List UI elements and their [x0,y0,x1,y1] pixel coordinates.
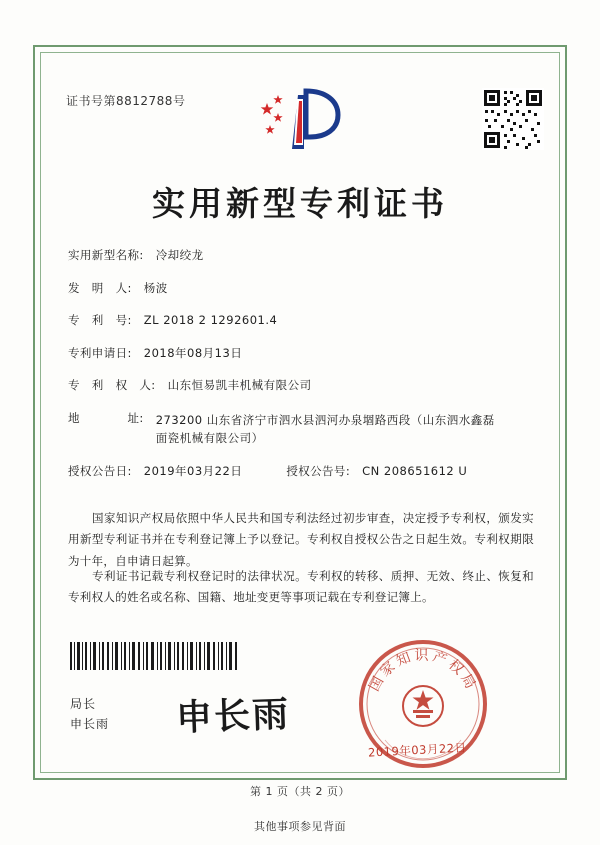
grant-date-value: 2019年03月22日 [143,464,243,479]
svg-text:国家知识产权局: 国家知识产权局 [366,648,480,695]
field-row-patent-number [68,313,538,329]
director-name-label: 申长雨 [70,717,110,732]
field-label: 地 址: [68,410,144,425]
patent-office-logo-icon [258,85,344,159]
field-row-application-date [68,346,538,362]
page-title: 实用新型专利证书 [152,184,448,223]
grant-date-label: 授权公告日: [68,464,132,479]
body-paragraph-1: 国家知识产权局依照中华人民共和国专利法经过初步审查，决定授予专利权，颁发实用新型专利证书并在专利登记簿上予以登记。专利权自授权公告之日起生效。专利权期限为十年，自申请日起算。 [68,511,534,568]
footer-note: 其他事项参见背面 [254,820,346,833]
field-row-grant-announcement [68,464,538,480]
corner-ornament-bottom-right [544,757,560,773]
grant-number-label: 授权公告号: [286,464,351,479]
field-list [68,248,538,497]
qr-code-icon [482,88,544,150]
page-number: 第 1 页（共 2 页） [250,785,350,798]
field-value: 273200 山东省济宁市泗水县泗河办泉堌路西段（山东泗水鑫磊面瓷机械有限公司） [155,412,495,445]
corner-ornament-bottom-left [40,757,56,773]
field-value: ZL 2018 2 1292601.4 [143,313,278,328]
field-label: 专利申请日: [68,345,132,360]
field-value: 杨波 [143,280,168,295]
field-label: 发 明 人: [68,280,132,295]
corner-ornament-top-left [40,52,56,68]
corner-ornament-top-right [544,52,560,68]
field-value: 2018年08月13日 [143,345,243,360]
seal-date: 2019年03月22日 [367,740,467,760]
certificate-number: 证书号第8812788号 [66,94,186,108]
field-label: 专 利 权 人: [68,378,156,393]
signature-labels [70,694,109,735]
field-row-patentee [68,378,538,394]
handwritten-signature: 申长雨 [175,693,291,739]
field-value: 冷却绞龙 [155,248,204,262]
grant-number-value: CN 208651612 U [362,464,468,479]
field-row-address [68,411,538,448]
body-paragraph-2: 专利证书记载专利权登记时的法律状况。专利权的转移、质押、无效、终止、恢复和专利权人的姓名或名称、国籍、地址变更等事项记载在专利登记簿上。 [68,569,534,605]
barcode [70,642,240,670]
field-value: 山东恒易凯丰机械有限公司 [167,378,312,393]
field-label: 实用新型名称: [68,248,144,262]
field-row-name [68,248,538,264]
director-title-label: 局长 [70,697,97,711]
field-row-inventor [68,281,538,297]
field-label: 专 利 号: [68,313,132,328]
